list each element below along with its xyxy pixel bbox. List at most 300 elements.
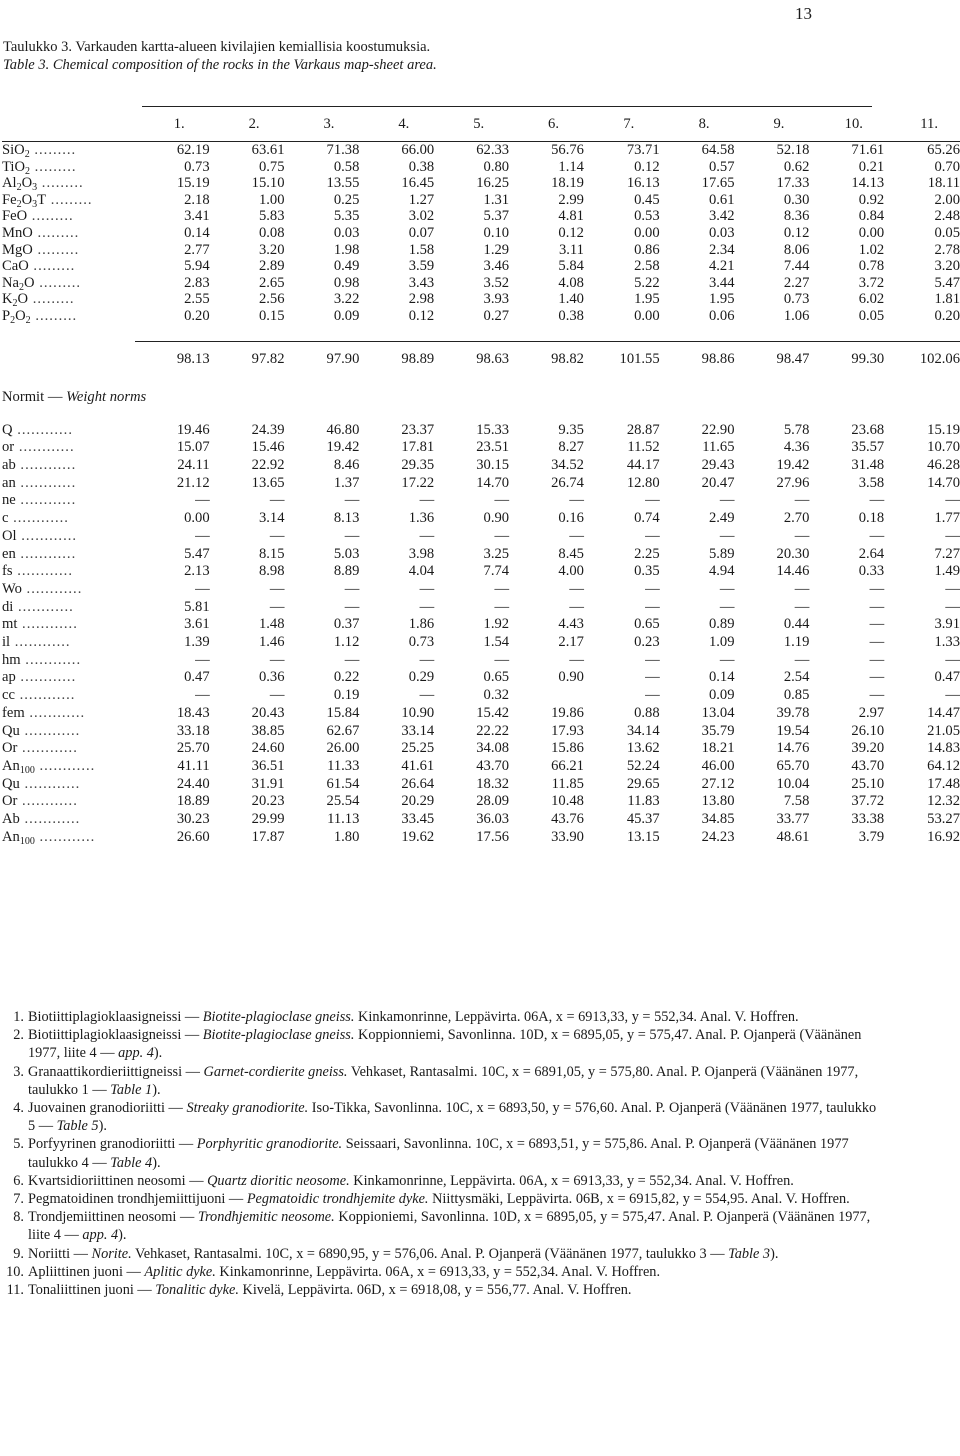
leader-dots: ......... bbox=[27, 208, 74, 225]
norm-row bbox=[2, 528, 960, 546]
footnote-details: Vehkaset, Rantasalmi. 10C, x = 6891,05, y = 575,80. Anal. P. Ojanperä (Väänänen 1977, taulukko 1 — bbox=[28, 1063, 859, 1098]
table-cell: 5.37 bbox=[483, 208, 510, 225]
table-cell: 1.95 bbox=[634, 291, 660, 308]
sum-cell: 98.47 bbox=[776, 351, 810, 368]
table-cell: — bbox=[494, 527, 510, 544]
table-cell: 4.00 bbox=[558, 563, 584, 580]
table-cell: 14.46 bbox=[776, 563, 810, 580]
leader-dots: ......... bbox=[32, 241, 80, 258]
separator-cell bbox=[884, 325, 960, 342]
separator-blank bbox=[2, 325, 135, 342]
footnote-number: 2. bbox=[13, 1027, 24, 1044]
table-cell: 0.73 bbox=[408, 634, 435, 651]
table-cell: — bbox=[794, 580, 810, 597]
table-cell: 15.07 bbox=[176, 439, 210, 456]
sum-cell: 101.55 bbox=[619, 351, 660, 368]
sum-cell: 97.90 bbox=[326, 351, 360, 368]
table-cell: 0.00 bbox=[634, 307, 660, 324]
norm-row bbox=[2, 705, 960, 723]
row-label bbox=[2, 723, 135, 741]
table-cell: 17.81 bbox=[401, 439, 435, 456]
row-label-subscript: 2 bbox=[16, 182, 22, 194]
table-cell: 21.12 bbox=[176, 474, 210, 491]
table-cell: 0.12 bbox=[783, 224, 810, 241]
table-cell: 46.80 bbox=[326, 421, 360, 438]
table-cell: 17.56 bbox=[476, 828, 510, 845]
footnote bbox=[0, 1099, 880, 1135]
table-cell: 66.00 bbox=[401, 142, 435, 158]
table-cell: 0.98 bbox=[333, 274, 360, 291]
column-header: 8. bbox=[660, 115, 735, 142]
table-cell: 0.22 bbox=[333, 669, 360, 686]
table-cell: 3.11 bbox=[558, 241, 584, 258]
table-cell: 0.70 bbox=[934, 158, 960, 175]
table-cell: 8.27 bbox=[558, 439, 584, 456]
leader-dots: ............ bbox=[17, 793, 78, 810]
table-cell: 43.70 bbox=[476, 757, 510, 774]
table-cell: 0.80 bbox=[483, 158, 510, 175]
norm-row bbox=[2, 652, 960, 670]
table-cell: — bbox=[794, 598, 810, 615]
table-cell: 12.80 bbox=[626, 474, 660, 491]
row-label bbox=[2, 829, 135, 847]
table-cell: 1.98 bbox=[333, 241, 360, 258]
table-cell: — bbox=[945, 651, 960, 668]
table-cell: 35.79 bbox=[701, 722, 735, 739]
table-cell: 19.42 bbox=[776, 457, 810, 474]
table-cell: — bbox=[869, 598, 885, 615]
row-label-text: di bbox=[2, 598, 14, 615]
table-cell: 44.17 bbox=[626, 457, 660, 474]
leader-dots: ......... bbox=[28, 291, 75, 308]
row-label-text-2: O bbox=[21, 191, 33, 208]
table-cell: 1.31 bbox=[483, 191, 510, 208]
table-cell: 0.89 bbox=[708, 616, 735, 633]
row-label bbox=[2, 634, 135, 652]
table-cell: 1.36 bbox=[408, 510, 435, 527]
table-cell: 11.85 bbox=[551, 775, 584, 792]
table-cell: 5.78 bbox=[783, 421, 810, 438]
table-cell: 19.54 bbox=[776, 722, 810, 739]
leader-dots: ............ bbox=[10, 634, 71, 651]
table-cell: 20.47 bbox=[701, 474, 735, 491]
table-cell: 5.81 bbox=[184, 598, 210, 615]
table-cell: — bbox=[569, 580, 584, 597]
row-label bbox=[2, 457, 135, 475]
row-label-text: Fe bbox=[2, 191, 17, 208]
table-cell: 10.04 bbox=[776, 775, 810, 792]
table-cell: 14.47 bbox=[927, 704, 960, 721]
footnote-details: Iso-Tikka, Savonlinna. 10C, x = 6893,50, y = 576,60. Anal. P. Ojanperä (Väänänen 1977, taulukko 5 — bbox=[28, 1100, 877, 1135]
footnote-finnish-name: Granaattikordieriittigneissi — bbox=[28, 1063, 200, 1080]
footnote-english-name: Porphyritic granodiorite. bbox=[196, 1136, 343, 1153]
footnote-english-ref: app. 4 bbox=[118, 1045, 154, 1062]
table-cell: — bbox=[645, 669, 660, 686]
separator-cell bbox=[809, 325, 884, 342]
separator-cell bbox=[735, 325, 810, 342]
row-label-subscript: 2 bbox=[25, 165, 30, 177]
table-cell: 28.09 bbox=[476, 793, 510, 810]
table-cell: 65.26 bbox=[927, 142, 960, 158]
table-cell: 31.48 bbox=[851, 457, 885, 474]
table-cell: 1.29 bbox=[483, 241, 510, 258]
table-cell: 0.20 bbox=[934, 307, 960, 324]
table-cell: 22.90 bbox=[701, 421, 735, 438]
table-cell: 3.44 bbox=[708, 274, 735, 291]
table-cell: 0.78 bbox=[858, 258, 885, 275]
table-cell: 18.19 bbox=[551, 175, 584, 192]
table-cell bbox=[509, 687, 584, 705]
table-cell: 11.33 bbox=[327, 757, 360, 774]
row-label-text: Ab bbox=[2, 811, 20, 828]
table-cell: 1.19 bbox=[783, 634, 810, 651]
table-cell: 13.15 bbox=[626, 828, 660, 845]
table-cell: 5.89 bbox=[708, 545, 735, 562]
footnote-details-end: ). bbox=[152, 1081, 161, 1098]
table-cell: 8.15 bbox=[258, 545, 285, 562]
separator-cell bbox=[359, 325, 434, 342]
table-cell: 11.65 bbox=[702, 439, 735, 456]
table-cell: 39.78 bbox=[776, 704, 810, 721]
column-header: 1. bbox=[135, 115, 210, 142]
table-cell: 64.58 bbox=[701, 142, 735, 158]
table-cell: — bbox=[195, 527, 210, 544]
table-cell: 1.40 bbox=[558, 291, 584, 308]
footnote-finnish-name: Trondjemiittinen neosomi — bbox=[28, 1209, 195, 1226]
table-cell: 0.47 bbox=[184, 669, 210, 686]
table-cell: — bbox=[419, 527, 435, 544]
table-cell: 0.12 bbox=[408, 307, 435, 324]
table-cell: 15.10 bbox=[251, 175, 285, 192]
table-cell: 24.11 bbox=[177, 457, 210, 474]
table-cell: 0.92 bbox=[858, 191, 885, 208]
table-cell: 0.03 bbox=[333, 224, 360, 241]
table-cell: 20.23 bbox=[251, 793, 285, 810]
table-cell: — bbox=[945, 492, 960, 509]
oxide-row bbox=[2, 308, 960, 325]
footnote-details-end: ). bbox=[770, 1245, 779, 1262]
row-label bbox=[2, 546, 135, 564]
table-cell: 0.03 bbox=[708, 224, 735, 241]
footnote-english-name: Biotite-plagioclase gneiss. bbox=[202, 1027, 355, 1044]
table-cell: 41.11 bbox=[177, 757, 210, 774]
table-cell: 0.14 bbox=[708, 669, 735, 686]
table-cell: — bbox=[645, 687, 660, 704]
table-cell: 0.37 bbox=[333, 616, 360, 633]
norm-row bbox=[2, 563, 960, 581]
table-cell: 4.94 bbox=[708, 563, 735, 580]
table-cell: 33.45 bbox=[401, 811, 435, 828]
row-label bbox=[2, 811, 135, 829]
column-header: 5. bbox=[434, 115, 509, 142]
column-header: 6. bbox=[509, 115, 584, 142]
table-cell: 25.25 bbox=[401, 740, 435, 757]
table-cell: 3.93 bbox=[483, 291, 510, 308]
leader-dots: ............ bbox=[12, 563, 73, 580]
table-cell: — bbox=[419, 651, 435, 668]
table-cell: 2.34 bbox=[708, 241, 735, 258]
table-cell: — bbox=[869, 634, 885, 651]
table-cell: 15.19 bbox=[927, 421, 960, 438]
table-cell: 19.46 bbox=[176, 421, 210, 438]
table-cell: 2.64 bbox=[858, 545, 885, 562]
footnote bbox=[0, 1281, 880, 1299]
table-cell: 1.86 bbox=[408, 616, 435, 633]
footnote-number: 6. bbox=[13, 1172, 24, 1189]
table-cell: — bbox=[645, 651, 660, 668]
table-cell: 0.61 bbox=[708, 191, 735, 208]
table-cell: 0.12 bbox=[558, 224, 584, 241]
row-label-text: or bbox=[2, 439, 15, 456]
row-label-text-2: O bbox=[17, 291, 29, 308]
leader-dots: ......... bbox=[30, 307, 78, 324]
table-cell: 0.90 bbox=[558, 669, 584, 686]
oxide-row bbox=[2, 159, 960, 176]
table-cell: 33.14 bbox=[401, 722, 435, 739]
table-cell: 2.18 bbox=[184, 191, 210, 208]
table-cell: 0.84 bbox=[858, 208, 885, 225]
table-cell: — bbox=[869, 492, 885, 509]
column-header: 7. bbox=[584, 115, 660, 142]
table-cell: 2.27 bbox=[783, 274, 810, 291]
footnote-english-name: Tonalitic dyke. bbox=[155, 1282, 239, 1299]
table-cell: 18.89 bbox=[176, 793, 210, 810]
table-cell: 2.56 bbox=[258, 291, 285, 308]
table-cell: 63.61 bbox=[251, 142, 285, 158]
table-cell: 23.37 bbox=[401, 421, 435, 438]
footnote-finnish-name: Noriitti — bbox=[28, 1245, 88, 1262]
row-label bbox=[2, 291, 135, 308]
row-label bbox=[2, 439, 135, 457]
table-cell: 24.39 bbox=[251, 421, 285, 438]
table-cell: — bbox=[869, 616, 885, 633]
table-cell: 15.42 bbox=[476, 704, 510, 721]
column-header: 4. bbox=[359, 115, 434, 142]
row-label bbox=[2, 581, 135, 599]
row-label bbox=[2, 776, 135, 794]
row-label-text: cc bbox=[2, 687, 15, 704]
table-cell: — bbox=[719, 580, 735, 597]
row-label-text-2: O bbox=[24, 274, 35, 291]
row-label-text: P bbox=[2, 307, 11, 324]
table-cell: — bbox=[869, 580, 885, 597]
table-cell: 0.65 bbox=[483, 669, 510, 686]
table-cell: 14.13 bbox=[851, 175, 885, 192]
row-label-subscript: 100 bbox=[19, 835, 35, 847]
table-cell: 16.45 bbox=[401, 175, 435, 192]
table-cell: 3.58 bbox=[858, 474, 885, 491]
norm-row bbox=[2, 829, 960, 847]
table-cell: 5.22 bbox=[634, 274, 660, 291]
table-cell: — bbox=[645, 527, 660, 544]
table-cell: 15.86 bbox=[551, 740, 584, 757]
row-label bbox=[2, 652, 135, 670]
footnote-details: Kinkamonrinne, Leppävirta. 06A, x = 6913,33, y = 552,34. Anal. V. Hoffren. bbox=[358, 1009, 799, 1025]
table-cell: 14.70 bbox=[476, 474, 510, 491]
table-cell: 61.54 bbox=[326, 775, 360, 792]
table-cell: 2.00 bbox=[934, 191, 960, 208]
row-label-text: CaO bbox=[2, 258, 29, 275]
row-label-subscript: 2 bbox=[10, 314, 16, 326]
table-cell: 3.72 bbox=[858, 274, 885, 291]
leader-dots: ............ bbox=[17, 740, 78, 757]
table-cell: 14.70 bbox=[927, 474, 960, 491]
table-cell: 25.54 bbox=[326, 793, 360, 810]
row-label bbox=[2, 510, 135, 528]
row-label-text: ab bbox=[2, 457, 16, 474]
table-cell: 1.33 bbox=[934, 634, 960, 651]
leader-dots: ......... bbox=[37, 175, 84, 192]
table-cell: 0.44 bbox=[783, 616, 810, 633]
table-cell: 0.09 bbox=[708, 687, 735, 704]
table-cell: 3.20 bbox=[258, 241, 285, 258]
table-cell: 0.05 bbox=[934, 224, 960, 241]
table-cell: 13.04 bbox=[701, 704, 735, 721]
table-cell: 27.96 bbox=[776, 474, 810, 491]
row-label bbox=[2, 258, 135, 275]
leader-dots: ......... bbox=[28, 258, 76, 275]
table-cell: 41.61 bbox=[401, 757, 435, 774]
table-cell: 0.85 bbox=[783, 687, 810, 704]
table-cell: — bbox=[569, 492, 584, 509]
table-cell: 3.25 bbox=[483, 545, 510, 562]
table-cell: 73.71 bbox=[626, 142, 660, 158]
leader-dots: ............ bbox=[15, 669, 77, 686]
table-cell: 0.18 bbox=[858, 510, 885, 527]
separator-cell bbox=[660, 325, 735, 342]
footnote bbox=[0, 1263, 880, 1281]
table-cell: 0.29 bbox=[408, 669, 435, 686]
table-cell: 46.00 bbox=[701, 757, 735, 774]
table-cell: 13.65 bbox=[251, 474, 285, 491]
row-label bbox=[2, 705, 135, 723]
sum-cell: 98.86 bbox=[701, 351, 735, 368]
leader-dots: ............ bbox=[17, 616, 78, 633]
table-cell: 1.46 bbox=[258, 634, 285, 651]
footnote-finnish-name: Kvartsidioriittinen neosomi — bbox=[28, 1172, 204, 1189]
norms-heading-dash: — bbox=[47, 389, 63, 406]
row-label-subscript: 2 bbox=[19, 281, 25, 293]
footnote-english-name: Aplitic dyke. bbox=[144, 1263, 216, 1280]
table-cell: 0.30 bbox=[783, 191, 810, 208]
column-header: 3. bbox=[285, 115, 360, 142]
table-cell: 1.95 bbox=[708, 291, 735, 308]
footnote-details-end: ). bbox=[118, 1227, 127, 1244]
table-cell: 0.00 bbox=[634, 224, 660, 241]
table-cell: 15.33 bbox=[476, 421, 510, 438]
chemical-composition-table bbox=[2, 115, 960, 847]
footnote-english-ref: Table 5 bbox=[56, 1118, 99, 1135]
norm-row bbox=[2, 599, 960, 617]
table-cell: 27.12 bbox=[701, 775, 735, 792]
table-cell: — bbox=[195, 580, 210, 597]
table-cell: 0.32 bbox=[483, 687, 510, 704]
oxide-row bbox=[2, 192, 960, 209]
footnote-details-end: ). bbox=[153, 1045, 163, 1062]
table-cell: 64.12 bbox=[927, 757, 960, 774]
table-cell: 0.06 bbox=[708, 307, 735, 324]
leader-dots: ............ bbox=[20, 651, 82, 668]
row-label bbox=[2, 208, 135, 225]
table-cell: 0.00 bbox=[184, 510, 210, 527]
table-cell: 0.10 bbox=[483, 224, 510, 241]
row-label bbox=[2, 410, 135, 440]
table-cell: 0.75 bbox=[258, 158, 285, 175]
footnote-english-name: Pegmatoidic trondhjemite dyke. bbox=[246, 1191, 429, 1208]
row-label-text: ap bbox=[2, 669, 16, 686]
table-cell: 0.74 bbox=[634, 510, 660, 527]
row-label-text: Na bbox=[2, 274, 20, 291]
sum-cell: 98.89 bbox=[401, 351, 435, 368]
norm-row bbox=[2, 634, 960, 652]
leader-dots: ............ bbox=[34, 757, 96, 774]
table-cell: 15.84 bbox=[326, 704, 360, 721]
table-cell: 3.52 bbox=[483, 274, 510, 291]
table-cell: 65.70 bbox=[776, 757, 810, 774]
table-caption bbox=[3, 38, 437, 74]
table-cell: — bbox=[569, 598, 584, 615]
row-label-text: c bbox=[2, 510, 9, 527]
row-label-text: Ol bbox=[2, 527, 17, 544]
table-cell: — bbox=[794, 651, 810, 668]
table-cell: 0.09 bbox=[333, 307, 360, 324]
header-blank bbox=[2, 115, 135, 142]
sum-cell: 97.82 bbox=[251, 351, 285, 368]
table-cell: 3.41 bbox=[184, 208, 210, 225]
leader-dots: ............ bbox=[16, 527, 78, 544]
footnote-finnish-name: Pegmatoidinen trondhjemiittijuoni — bbox=[28, 1191, 244, 1208]
table-cell: — bbox=[794, 492, 810, 509]
table-cell: 8.98 bbox=[258, 563, 285, 580]
norm-row bbox=[2, 740, 960, 758]
row-label-text: An bbox=[2, 828, 20, 845]
table-cell: 12.32 bbox=[927, 793, 960, 810]
table-cell: 18.21 bbox=[701, 740, 735, 757]
table-cell: 3.98 bbox=[408, 545, 435, 562]
page-number: 13 bbox=[795, 4, 812, 23]
table-cell: — bbox=[869, 527, 885, 544]
table-cell: 2.98 bbox=[408, 291, 435, 308]
table-cell: 1.80 bbox=[333, 828, 360, 845]
table-cell: 29.99 bbox=[251, 811, 285, 828]
table-cell: 15.19 bbox=[176, 175, 210, 192]
norm-row bbox=[2, 492, 960, 510]
row-label bbox=[2, 192, 135, 209]
table-cell: 7.74 bbox=[483, 563, 510, 580]
table-cell: 10.90 bbox=[401, 704, 435, 721]
oxide-row bbox=[2, 291, 960, 308]
norm-row bbox=[2, 546, 960, 564]
row-label bbox=[2, 616, 135, 634]
table-cell: 2.55 bbox=[184, 291, 210, 308]
table-cell: — bbox=[794, 527, 810, 544]
table-cell: — bbox=[344, 492, 360, 509]
norm-row bbox=[2, 811, 960, 829]
table-cell: — bbox=[869, 651, 885, 668]
table-cell: 20.29 bbox=[401, 793, 435, 810]
table-cell: 37.72 bbox=[851, 793, 885, 810]
footnote-details: Vehkaset, Rantasalmi. 10C, x = 6890,95, y = 576,06. Anal. P. Ojanperä (Väänänen 1977, taulukko 3 — bbox=[135, 1245, 725, 1262]
row-label-text: an bbox=[2, 474, 16, 491]
footnote-english-name: Streaky granodiorite. bbox=[186, 1100, 309, 1117]
table-cell: 2.48 bbox=[934, 208, 960, 225]
table-cell: 36.03 bbox=[476, 811, 510, 828]
footnote bbox=[0, 1190, 880, 1208]
table-cell: 25.10 bbox=[851, 775, 885, 792]
table-cell: 34.85 bbox=[701, 811, 735, 828]
table-cell: 52.24 bbox=[626, 757, 660, 774]
row-label bbox=[2, 225, 135, 242]
